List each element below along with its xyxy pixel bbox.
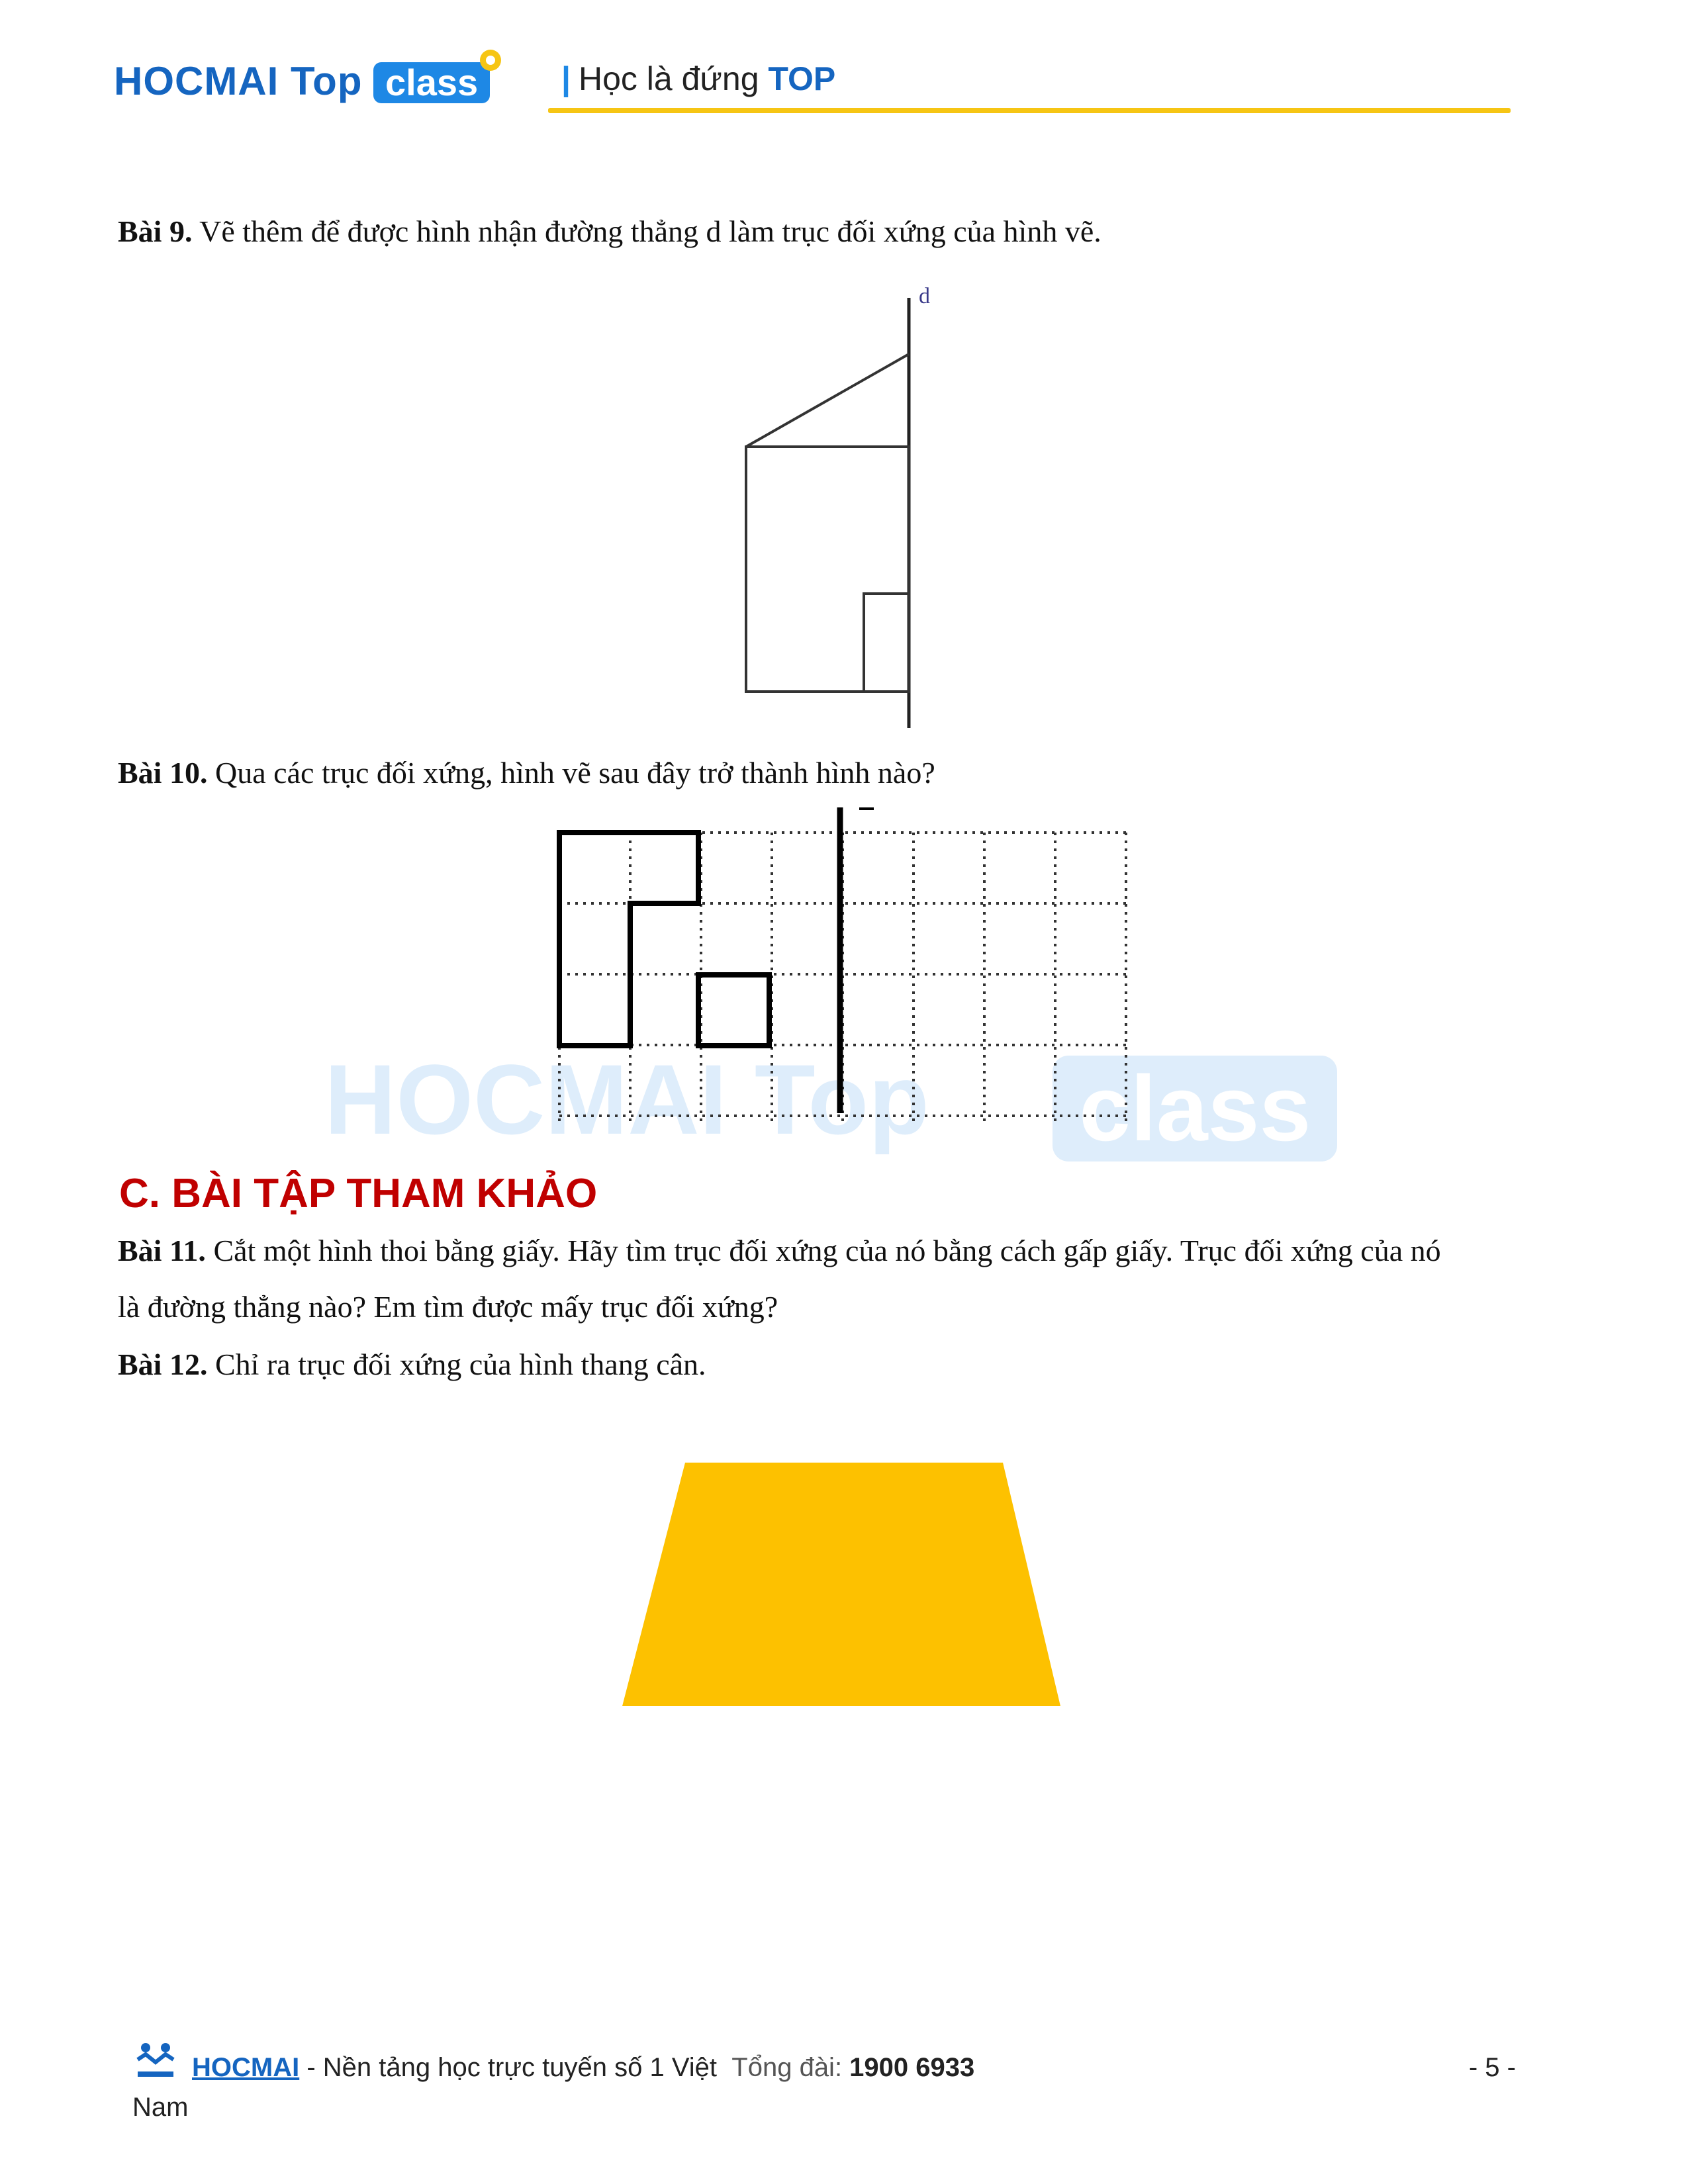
header-slogan bbox=[561, 60, 835, 98]
roof-line bbox=[746, 354, 909, 447]
footer-tagline: - Nền tảng học trực tuyến số 1 Việt bbox=[299, 2053, 718, 2082]
page-footer bbox=[132, 2040, 1516, 2146]
exercise-9-text: Vẽ thêm để được hình nhận đường thẳng d làm trục đối xứng của hình vẽ. bbox=[192, 214, 1102, 248]
exercise-12-label: Bài 12. bbox=[118, 1347, 208, 1381]
exercise-11-line1: Cắt một hình thoi bằng giấy. Hãy tìm trục đối xứng của nó bằng cách gấp giấy. Trục đối xứng của nó bbox=[205, 1234, 1441, 1267]
exercise-11 bbox=[118, 1231, 1441, 1271]
hocmai-footer-icon bbox=[132, 2040, 179, 2086]
exercise-9 bbox=[118, 212, 1102, 251]
slogan-text: Học là đứng bbox=[579, 60, 769, 97]
footer-hotline: 1900 6933 bbox=[849, 2053, 975, 2082]
trapezoid-figure bbox=[616, 1456, 1072, 1707]
exercise-10 bbox=[118, 753, 935, 793]
exercise-11-label: Bài 11. bbox=[118, 1234, 206, 1267]
isosceles-trapezoid bbox=[622, 1463, 1060, 1706]
grid-figure bbox=[543, 801, 1139, 1125]
slogan-divider: | bbox=[561, 60, 571, 97]
section-c-heading: C. BÀI TẬP THAM KHẢO bbox=[119, 1171, 598, 1216]
hocmai-topclass-logo bbox=[114, 52, 511, 111]
exercise-11-cont: là đường thẳng nào? Em tìm được mấy trục đối xứng? bbox=[118, 1290, 778, 1324]
page-number: - 5 - bbox=[1468, 2053, 1516, 2082]
footer-wrap-text: Nam bbox=[132, 2093, 189, 2122]
exercise-10-text: Qua các trục đối xứng, hình vẽ sau đây trở thành hình nào? bbox=[207, 756, 935, 790]
house-figure bbox=[728, 285, 947, 735]
slogan-top: TOP bbox=[768, 60, 836, 97]
exercise-12 bbox=[118, 1345, 706, 1385]
flower-icon bbox=[478, 48, 503, 73]
small-square bbox=[698, 975, 769, 1046]
footer-brand-link[interactable]: HOCMAI bbox=[192, 2053, 300, 2082]
exercise-12-text: Chỉ ra trục đối xứng của hình thang cân. bbox=[207, 1347, 706, 1381]
logo-text: HOCMAI Top bbox=[114, 59, 363, 103]
footer-hotline-label: Tổng đài: bbox=[731, 2053, 850, 2082]
watermark-text: HOCMAI Top bbox=[324, 1044, 929, 1155]
house-body bbox=[746, 447, 909, 692]
axis-d-label: d bbox=[919, 285, 930, 308]
footer-line bbox=[192, 2053, 974, 2083]
logo-class-badge: class bbox=[373, 62, 490, 103]
header-underline bbox=[548, 108, 1511, 113]
exercise-10-label: Bài 10. bbox=[118, 756, 208, 790]
house-door bbox=[864, 594, 909, 692]
exercise-9-label: Bài 9. bbox=[118, 214, 193, 248]
watermark-class: class bbox=[1053, 1056, 1337, 1161]
